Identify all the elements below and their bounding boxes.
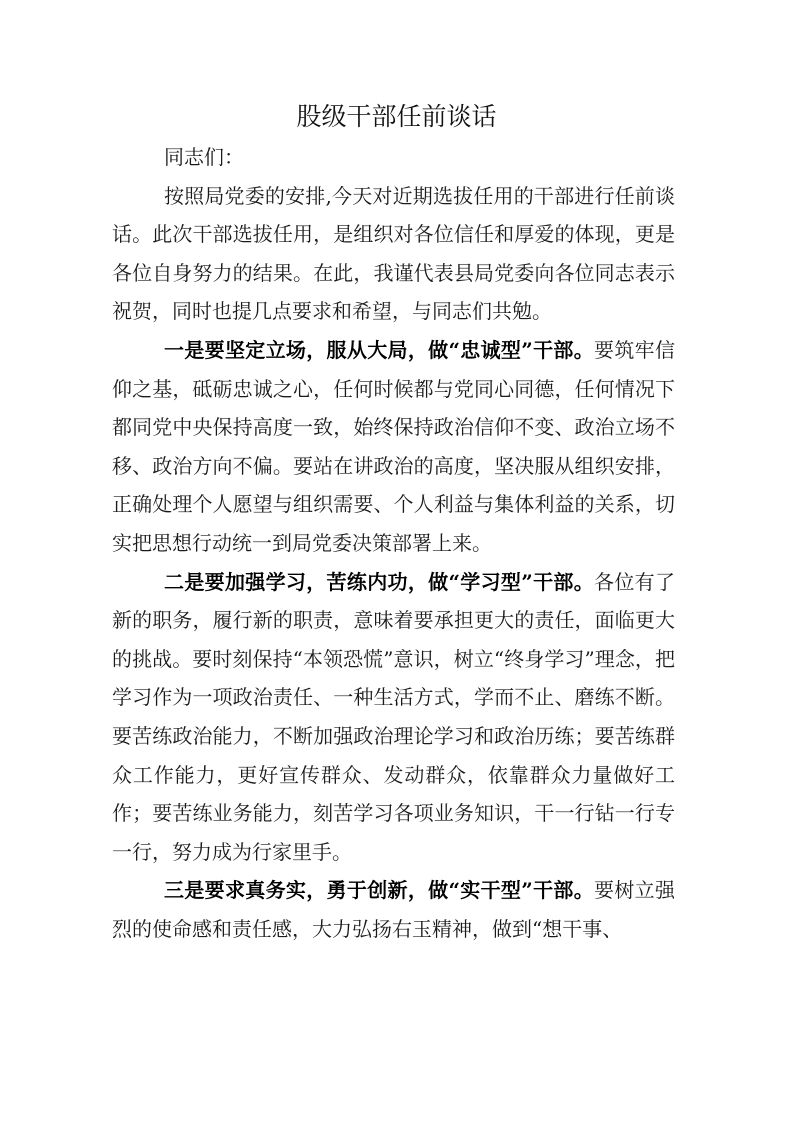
point-heading-1: 一是要坚定立场，服从大局，做“忠诚型”干部。 (164, 337, 595, 362)
point-body-1: 要筑牢信仰之基，砥砺忠诚之心，任何时候都与党同心同德，任何情况下都同党中央保持高度一致，始终保持政治信仰不变、政治立场不移、政治方向不偏。要站在讲政治的高度，坚决服从组织安排，正确处理个人愿望与组织需要、个人利益与集体利益的关系，切实把思想行动统一到局党委决策部署上来。 (112, 337, 676, 555)
point-body-3: 要树立强烈的使命感和责任感，大力弘扬右玉精神，做到“想干事、 (112, 878, 676, 941)
point-body-2: 各位有了新的职务，履行新的职责，意味着要承担更大的责任，面临更大的挑战。要时刻保持“本领恐慌”意识，树立“终身学习”理念，把学习作为一项政治责任、一种生活方式，学而不止、磨练不断。要苦练政治能力，不断加强政治理论学习和政治历练；要苦练群众工作能力，更好宣传群众、发动群众，依靠群众力量做好工作；要苦练业务能力，刻苦学习各项业务知识，干一行钻一行专一行，努力成为行家里手。 (112, 569, 676, 864)
document-body (112, 138, 675, 948)
point-paragraph-3 (112, 871, 675, 948)
point-heading-3: 三是要求真务实，勇于创新，做“实干型”干部。 (164, 878, 595, 903)
point-paragraph-1 (112, 331, 675, 563)
point-heading-2: 二是要加强学习，苦练内功，做“学习型”干部。 (164, 569, 595, 594)
intro-paragraph: 按照局党委的安排,今天对近期选拔任用的干部进行任前谈话。此次干部选拔任用，是组织对各位信任和厚爱的体现，更是各位自身努力的结果。在此，我谨代表县局党委向各位同志表示祝贺，同时也提几点要求和希望，与同志们共勉。 (112, 183, 675, 324)
page-title: 股级干部任前谈话 (296, 102, 497, 131)
salutation: 同志们： (164, 145, 244, 169)
point-paragraph-2 (112, 563, 675, 872)
